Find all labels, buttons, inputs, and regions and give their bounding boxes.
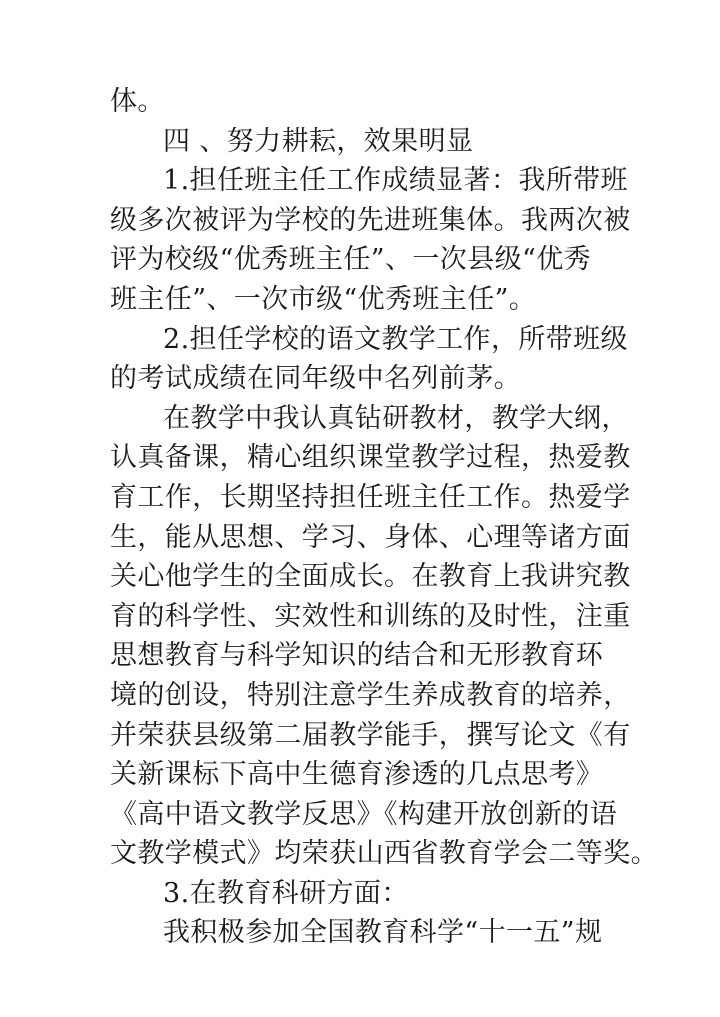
document-line: 2.担任学校的语文教学工作，所带班级: [163, 323, 628, 355]
document-line: 班主任”、一次市级“优秀班主任”。: [110, 283, 537, 315]
document-line: 的考试成绩在同年级中名列前茅。: [110, 363, 521, 395]
document-line: 四 、努力耕耘，效果明显: [163, 125, 474, 157]
document-line: 体。: [110, 86, 165, 117]
document-line: 关新课标下高中生德育渗透的几点思考》: [110, 759, 604, 791]
document-line: 3.在教育科研方面：: [163, 877, 409, 909]
document-line: 1.担任班主任工作成绩显著：我所带班: [163, 165, 628, 197]
document-line: 育工作，长期坚持担任班主任工作。热爱学: [110, 481, 631, 513]
document-line: 我积极参加全国教育科学“十一五”规: [163, 917, 603, 949]
document-line: 并荣获县级第二届教学能手，撰写论文《有: [110, 719, 631, 751]
document-body: [110, 82, 658, 953]
document-line: 认真备课，精心组织课堂教学过程，热爱教: [110, 442, 631, 474]
document-line: 评为校级“优秀班主任”、一次县级“优秀: [110, 244, 592, 276]
document-line: 关心他学生的全面成长。在教育上我讲究教: [110, 561, 631, 593]
document-line: 境的创设，特别注意学生养成教育的培养，: [110, 679, 631, 711]
document-line: 《高中语文教学反思》《构建开放创新的语: [110, 798, 618, 830]
document-line: 生，能从思想、学习、身体、心理等诸方面: [110, 521, 631, 553]
document-line: 思想教育与科学知识的结合和无形教育环: [110, 640, 604, 672]
document-line: 级多次被评为学校的先进班集体。我两次被: [110, 204, 631, 236]
document-line: 在教学中我认真钻研教材，教学大纲，: [163, 402, 629, 434]
document-line: 文教学模式》均荣获山西省教育学会二等奖。: [110, 838, 658, 870]
document-line: 育的科学性、实效性和训练的及时性，注重: [110, 600, 631, 632]
